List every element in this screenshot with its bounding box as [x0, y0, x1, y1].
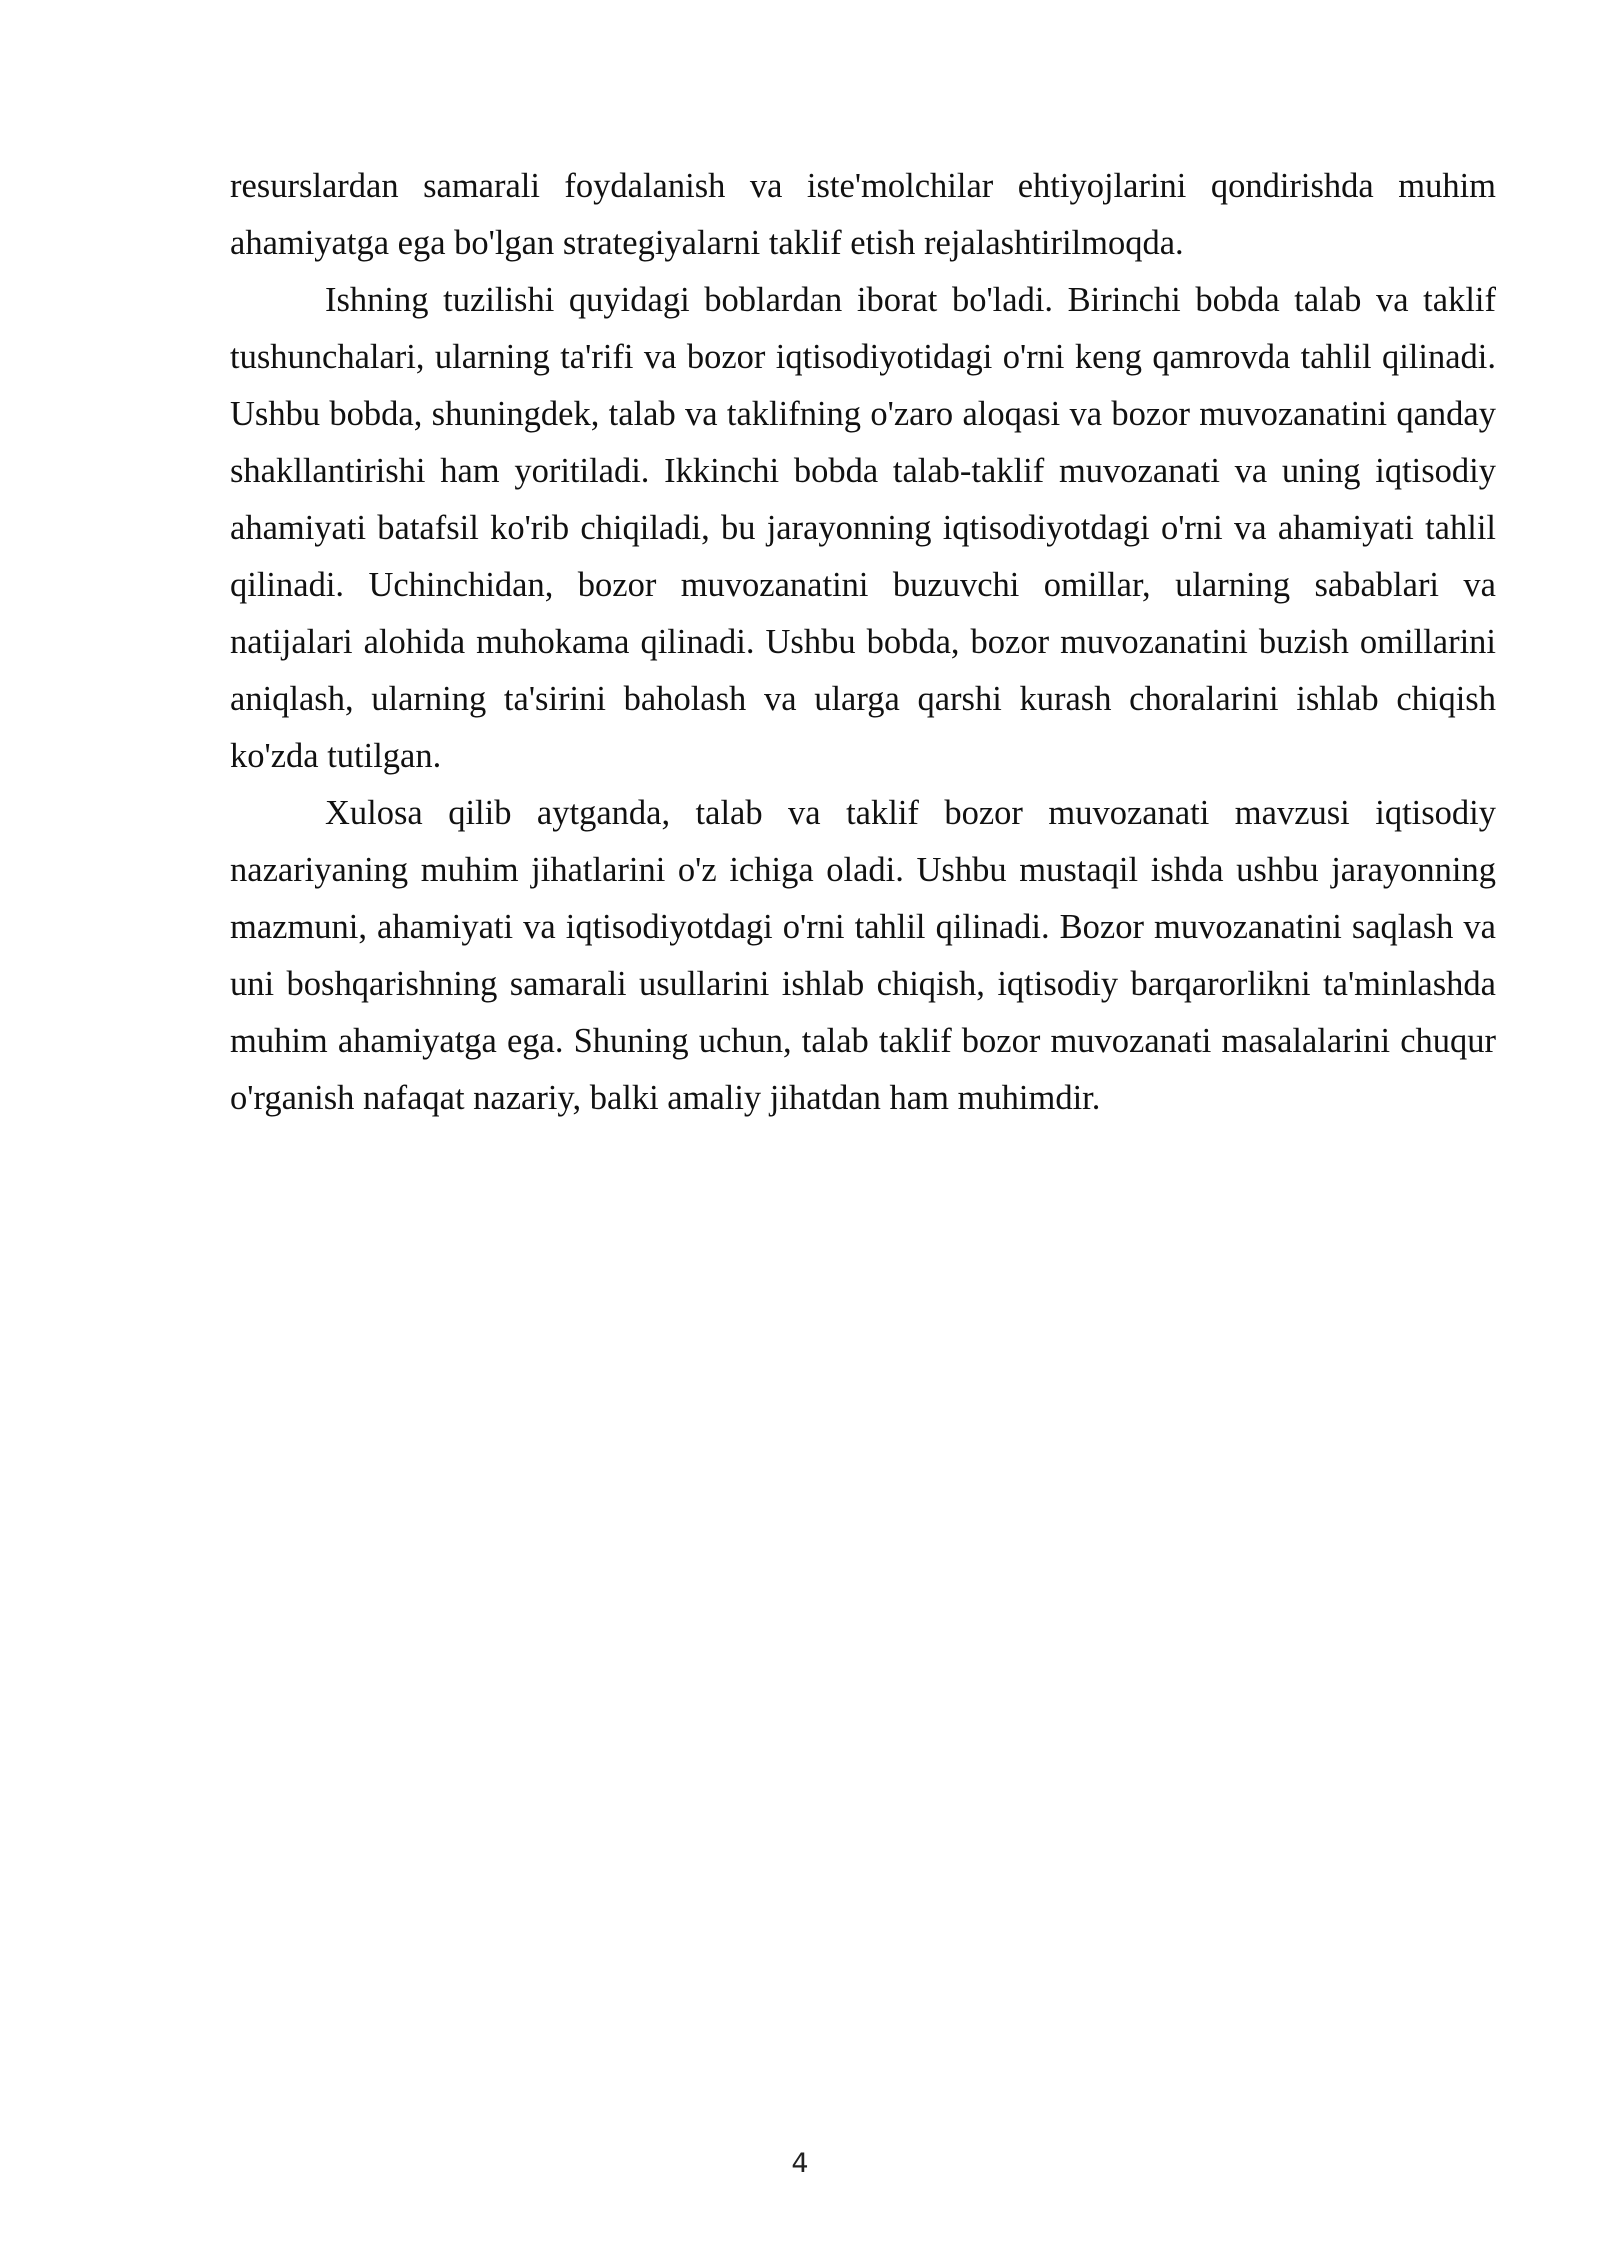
paragraph-work-structure: Ishning tuzilishi quyidagi boblardan iborat bo'ladi. Birinchi bobda talab va taklif tushunchalari, ularning ta'rifi va bozor iqtisodiyotidagi o'rni keng qamrovda tahlil qilinadi. Ushbu bobda, shuningdek, talab va taklifning o'zaro aloqasi va bozor muvozanatini qanday shakllantirishi ham yoritiladi. Ikkinchi bobda talab-taklif muvozanati va uning iqtisodiy ahamiyati batafsil ko'rib chiqiladi, bu jarayonning iqtisodiyotdagi o'rni va ahamiyati tahlil qilinadi. Uchinchidan, bozor muvozanatini buzuvchi omillar, ularning sabablari va natijalari alohida muhokama qilinadi. Ushbu bobda, bozor muvozanatini buzish omillarini aniqlash, ularning ta'sirini baholash va ularga qarshi kurash choralarini ishlab chiqish ko'zda tutilgan. [230, 281, 1496, 775]
paragraph-continuation: resurslardan samarali foydalanish va iste'molchilar ehtiyojlarini qondirishda muhim ahamiyatga ega bo'lgan strategiyalarni taklif etish rejalashtirilmoqda. [230, 167, 1496, 262]
paragraph-conclusion: Xulosa qilib aytganda, talab va taklif bozor muvozanati mavzusi iqtisodiy nazariyaning muhim jihatlarini o'z ichiga oladi. Ushbu mustaqil ishda ushbu jarayonning mazmuni, ahamiyati va iqtisodiyotdagi o'rni tahlil qilinadi. Bozor muvozanatini saqlash va uni boshqarishning samarali usullarini ishlab chiqish, iqtisodiy barqarorlikni ta'minlashda muhim ahamiyatga ega. Shuning uchun, talab taklif bozor muvozanati masalalarini chuqur o'rganish nafaqat nazariy, balki amaliy jihatdan ham muhimdir. [230, 794, 1496, 1117]
page-number: 4 [791, 2148, 809, 2179]
body-text [230, 158, 1496, 1127]
